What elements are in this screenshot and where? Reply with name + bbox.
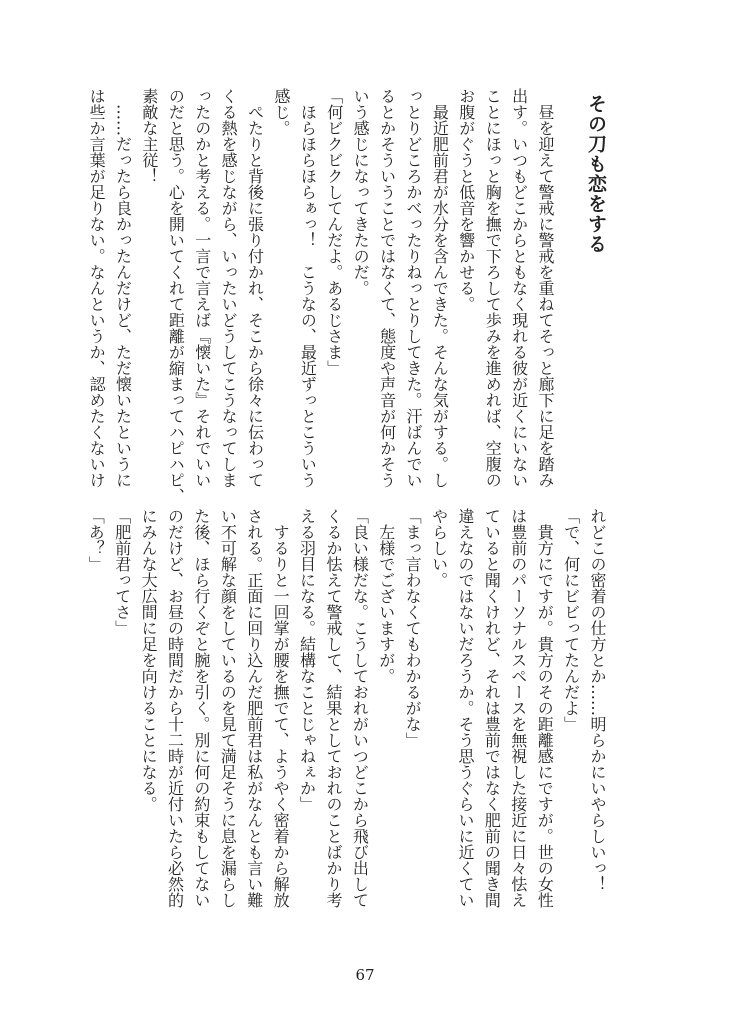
page-number: 67 <box>355 966 375 984</box>
text-column: くる熱を感じながら、いったいどうしてこうなってしま <box>219 88 239 488</box>
text-column: 「良い様だな。こうしておれがいつどこから飛び出して <box>350 508 370 908</box>
text-column: 「で、何にビビってたんだよ」 <box>561 508 581 732</box>
text-column: くるか怯えて警戒して、結果としておれのことばかり考 <box>323 508 343 908</box>
text-column: される。正面に回り込んだ肥前君は私がなんとも言い難 <box>244 508 264 908</box>
text-column: は些か言葉が足りない。なんというか、認めたくないけ <box>87 88 107 488</box>
text-column: やらしい。 <box>429 508 449 588</box>
text-column: 「何ビクビクしてんだよ。あるじさま」 <box>324 88 344 376</box>
text-column: るとかそういうことではなくて、態度や声音が何かそう <box>377 88 397 488</box>
text-column: するりと一回掌が腰を撫でて、ようやく密着から解放 <box>271 508 291 908</box>
chapter-title: その刀も恋をする <box>585 94 607 254</box>
text-column: 「肥前君ってさ」 <box>112 508 132 636</box>
text-column: いう感じになってきたのだ。 <box>351 88 371 296</box>
text-block-top <box>83 88 558 504</box>
text-column: 「まっ言わなくてもわかるがな」 <box>403 508 423 748</box>
text-column: のだと思う。心を開いてくれて距離が縮まってハピハピ、 <box>166 88 186 504</box>
text-column: 「あ？」 <box>86 508 106 572</box>
text-column: ……だったら良かったんだけど、ただ懐いたというに <box>113 88 133 488</box>
text-column: 出す。いつもどこからともなく現れる彼が近くにいない <box>509 88 529 488</box>
text-column: ていると聞くけれど、それは豊前ではなく肥前の聞き間 <box>482 508 502 908</box>
text-column: た後、ほら行くぞと腕を引く。別に何の約束もしてない <box>191 508 211 908</box>
text-column: ことにほっと胸を撫で下ろして歩みを進めれば、空腹の <box>483 88 503 488</box>
text-column: ほらほらほらぁっ！ こうなの、最近ずっとこういう <box>298 88 318 488</box>
text-column: 感じ。 <box>271 88 291 136</box>
text-column: れどこの密着の仕方とか……明らかにいやらしいっ！ <box>588 508 607 892</box>
text-column: のだけど、お昼の時間だから十二時が近付いたら必然的 <box>165 508 185 908</box>
text-column: ぺたりと背後に張り付かれ、そこから徐々に伝わって <box>245 88 265 488</box>
text-column: い不可解な顔をしているのを見て満足そうに息を漏らし <box>218 508 238 908</box>
text-column: っとりどころかべったりねっとりしてきた。汗ばんでい <box>403 88 423 488</box>
text-column: える羽目になる。結構なことじゃねぇか」 <box>297 508 317 812</box>
text-column: 昼を迎えて警戒に警戒を重ねてそっと廊下に足を踏み <box>536 88 555 488</box>
text-block-bottom <box>82 508 610 918</box>
text-column: にみんな大広間に足を向けることになる。 <box>139 508 159 812</box>
text-column: 貴方にですが。貴方のその距離感にですが。世の女性 <box>535 508 555 908</box>
text-column: 素敵な主従！ <box>139 88 159 184</box>
text-column: は豊前のパーソナルスペースを無視した接近に日々怯え <box>508 508 528 908</box>
text-column: お腹がぐうと低音を響かせる。 <box>456 88 476 312</box>
text-column: 左様でございますが。 <box>376 508 396 684</box>
text-column: ったのかと考える。一言で言えば『懐いた』それでいい <box>192 88 212 488</box>
text-column: 違えなのではないだろうか。そう思うぐらいに近くてい <box>455 508 475 908</box>
text-column: 最近肥前君が水分を含んできた。そんな気がする。し <box>430 88 450 488</box>
